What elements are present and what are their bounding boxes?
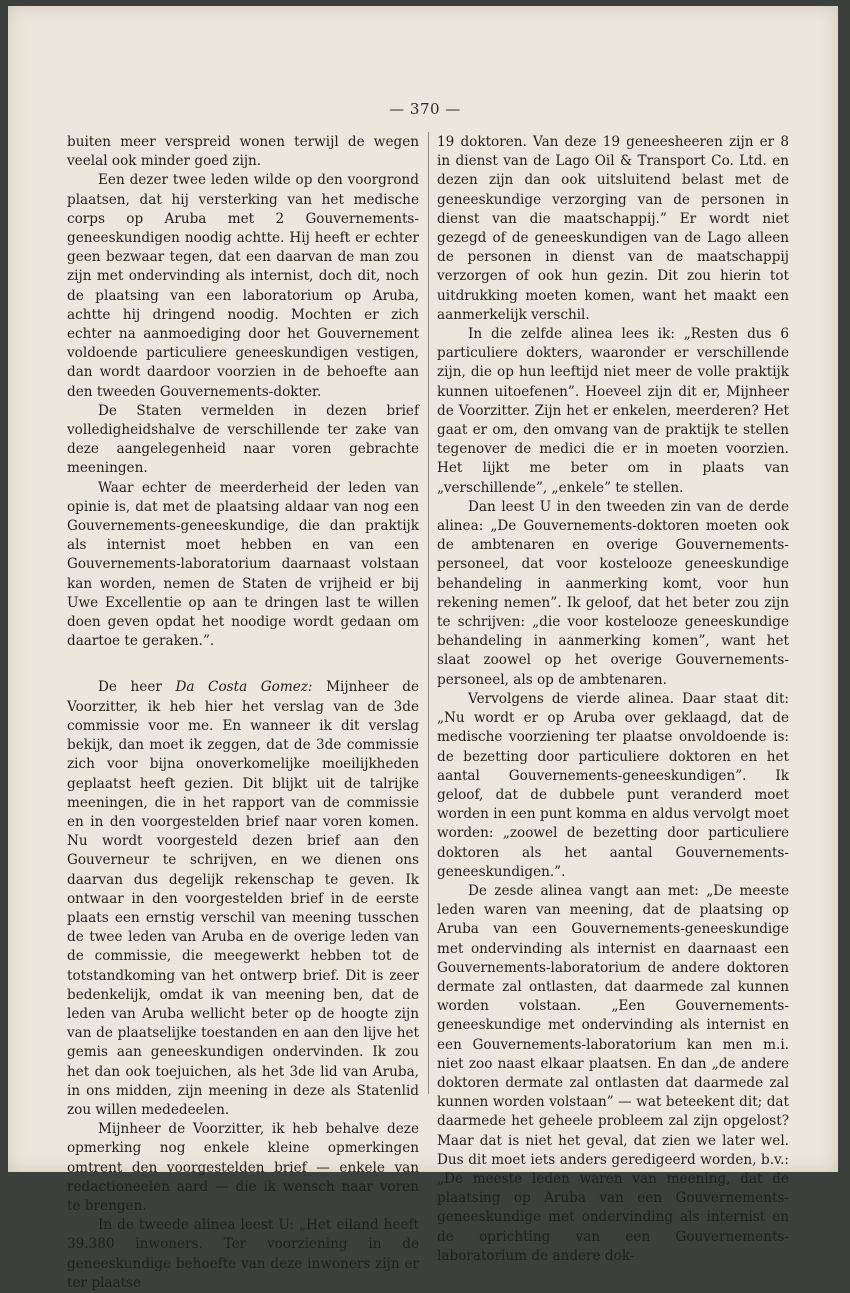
paragraph-text: Mijnheer de Voorzitter, ik heb hier het verslag van de 3de commissie voor me. En wanneer ik dit verslag bekijk, dan moet ik zeggen, dat de 3de commissie zich voor bijna onoverkomelijke moeilijkheden geplaatst heeft gezien. Dit blijkt uit de talrijke meeningen, die in het rapport van de commissie en in den voorgestelden brief naar voren komen. Nu wordt voorgesteld dezen brief aan den Gouverneur te schrijven, en we dienen ons daarvan dus degelijk rekenschap te geven. Ik ontwaar in den voorgestelden brief in de eerste plaats een ernstig verschil van meening tusschen de twee leden van Aruba en de overige leden van de commissie, die meegewerkt hebben tot de totstandkoming van het ontwerp brief. Dit is zeer bedenkelijk, omdat ik van meening ben, dat de leden van Aruba wellicht beter op de hoogte zijn van de plaatselijke toestanden en aan den lijve het gemis aan geneeskundigen ondervinden. Ik zou het dan ook toejuichen, als het 3de lid van Aruba, in ons midden, zijn meening in deze als Statenlid zou willen mededeelen.	[67, 679, 419, 1118]
paragraph: buiten meer verspreid wonen terwijl de wegen veelal ook minder goed zijn.	[67, 134, 419, 170]
column-divider	[428, 132, 429, 1094]
page-number: — 370 —	[389, 100, 461, 118]
paragraph: Een dezer twee leden wilde op den voorgrond plaatsen, dat hij versterking van het medische corps op Aruba met 2 Gouvernements-geneeskundigen noodig achtte. Hij heeft er echter geen bezwaar tegen, dat een daarvan de man zou zijn met ondervinding als internist, doch dit, noch de plaatsing van een laboratorium op Aruba, achtte hij dringend noodig. Mochten er zich echter na aanmoediging door het Gouvernement voldoende particuliere geneeskundigen vestigen, dan wordt daardoor voorzien in de behoefte aan den tweeden Gouvernements-dokter.	[67, 172, 419, 400]
paragraph: De zesde alinea vangt aan met: „De meeste leden waren van meening, dat de plaatsing op Aruba van een Gouvernements-geneeskundige met ondervinding als internist en daarnaast een Gouvernements-laboratorium de andere doktoren dermate zal ontlasten, dat daarmede zal kunnen worden volstaan. „Een Gouvernements-geneeskundige met ondervinding als internist en een Gouvernements-laboratorium kan men m.i. niet zoo naast elkaar plaatsen. En dan „de andere doktoren dermate zal ontlasten dat daarmede zal kunnen worden volstaan” — wat beteekent dit; dat daarmede het geheele probleem zal zijn opgelost? Maar dat is niet het geval, dat zien we later wel. Dus dit moet iets anders geredigeerd worden, b.v.: „De meeste leden waren van meening, dat de plaatsing op Aruba van een Gouvernements-geneeskundige met ondervinding als internist en de oprichting van een Gouvernements-laboratorium de andere dok-	[437, 882, 789, 1264]
left-column	[67, 133, 419, 1293]
paragraph	[67, 678, 419, 1120]
paragraph: Mijnheer de Voorzitter, ik heb behalve deze opmerking nog enkele kleine opmerkingen omtrent den voorgestelden brief — enkele van redactioneelen aard — die ik wensch naar voren te brengen.	[67, 1121, 419, 1214]
speaker-prefix: De heer	[98, 679, 176, 696]
paragraph: Vervolgens de vierde alinea. Daar staat dit: „Nu wordt er op Aruba over geklaagd, dat de medische voorziening ter plaatse onvoldoende is: de bezetting door particuliere doktoren en het aantal Gouvernements-geneeskundigen”. Ik geloof, dat de dubbele punt veranderd moet worden in een punt komma en aldus vervolgt moet worden: „zoowel de bezetting door particuliere doktoren als het aantal Gouvernements-geneeskundigen.”.	[437, 690, 789, 880]
paragraph: In die zelfde alinea lees ik: „Resten dus 6 particuliere dokters, waaronder er verschillende zijn, die op hun leeftijd niet meer de volle praktijk kunnen uitoefenen”. Hoeveel zijn dit er, Mijnheer de Voorzitter. Zijn het er enkelen, meerderen? Het gaat er om, den omvang van de praktijk te stellen tegenover de medici die er in moeten voorzien. Het lijkt me beter om in plaats van „verschillende”, „enkele” te stellen.	[437, 326, 789, 496]
paragraph: De Staten vermelden in dezen brief volledigheidshalve de verschillende ter zake van deze aangelegenheid naar voren gebrachte meeningen.	[67, 402, 419, 477]
right-column	[437, 133, 789, 1266]
paragraph: 19 doktoren. Van deze 19 geneesheeren zijn er 8 in dienst van de Lago Oil & Transport Co. Ltd. en dezen zijn dan ook uitsluitend belast met de geneeskundige verzorging van de personen in dienst van die maatschappij.” Er wordt niet gezegd of de geneeskundigen van de Lago alleen de personen in dienst van de maatschappij verzorgen of ook hun gezin. Dit zou hierin tot uitdrukking moeten komen, want het maakt een aanmerkelijk verschil.	[437, 134, 789, 323]
speaker-name: Da Costa Gomez:	[175, 679, 313, 696]
paragraph: In de tweede alinea leest U: „Het eiland heeft 39.380 inwoners. Ter voorziening in de geneeskundige behoefte van deze inwoners zijn er ter plaatse	[67, 1217, 419, 1291]
paragraph: Waar echter de meerderheid der leden van opinie is, dat met de plaatsing aldaar van nog een Gouvernements-geneeskundige, die dan praktijk als internist moet hebben en van een Gouvernements-laboratorium daarnaast volstaan kan worden, nemen de Staten de vrijheid er bij Uwe Excellentie op aan te dringen last te willen doen geven opdat het noodige wordt gedaan om daartoe te geraken.”.	[67, 479, 419, 650]
paragraph: Dan leest U in den tweeden zin van de derde alinea: „De Gouvernements-doktoren moeten ook de ambtenaren en overige Gouvernements-personeel, dat voor kostelooze geneeskundige behandeling in aanmerking komt, voor hun rekening nemen”. Ik geloof, dat het beter zou zijn te schrijven: „die voor kostelooze geneeskundige behandeling in aanmerking komen”, want het slaat zoowel op het overige Gouvernements-personeel, als op de ambtenaren.	[437, 498, 789, 688]
